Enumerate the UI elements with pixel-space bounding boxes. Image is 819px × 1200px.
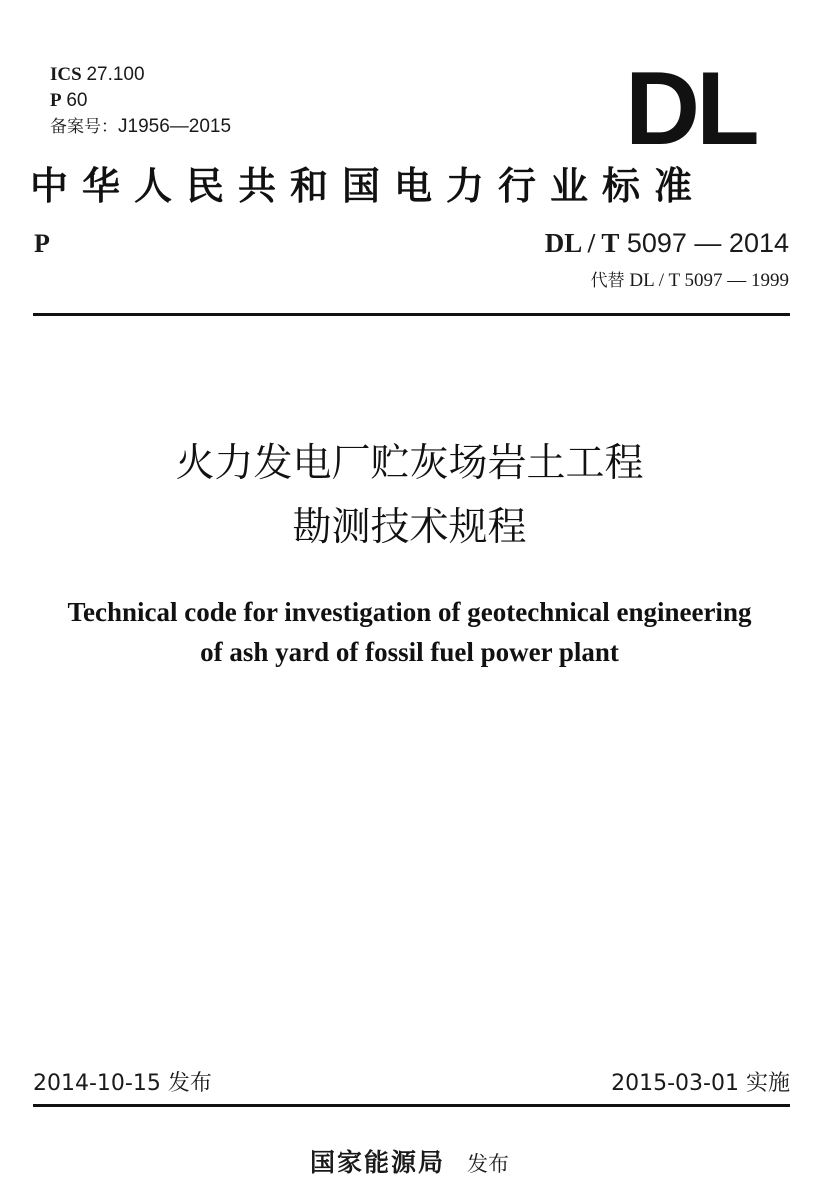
title-cn-line1: 火力发电厂贮灰场岩土工程: [175, 441, 644, 486]
replaces-label: 代替: [590, 271, 625, 291]
replaces-value: DL / T 5097 — 1999: [629, 270, 789, 291]
standard-year-number: 5097 — 2014: [626, 228, 789, 258]
record-number: [50, 114, 231, 140]
replaces-note: [591, 268, 789, 294]
ics-value: 27.100: [86, 64, 145, 85]
class-value: 60: [66, 90, 88, 111]
standard-number: [545, 226, 789, 260]
impl-date-value: 2015-03-01: [611, 1071, 739, 1096]
title-en-line1: Technical code for investigation of geotechnical engineering: [67, 597, 752, 627]
publisher-org: 国家能源局: [309, 1148, 445, 1177]
publisher: [0, 1146, 819, 1182]
title-english: [0, 592, 819, 672]
classification-code: [50, 88, 88, 113]
record-label: 备案号：: [50, 117, 118, 137]
category-letter: P: [34, 229, 50, 258]
implementation-date: [611, 1068, 790, 1100]
top-divider: [33, 313, 790, 316]
impl-date-label: 实施: [745, 1071, 790, 1096]
title-en-line2: of ash yard of fossil fuel power plant: [200, 637, 619, 667]
issue-date-value: 2014-10-15: [33, 1071, 161, 1096]
issue-date: [33, 1068, 212, 1100]
standard-prefix: DL / T: [544, 228, 620, 258]
title-cn-line2: 勘测技术规程: [292, 505, 527, 550]
org-title: 中华人民共和国电力行业标准: [30, 164, 707, 208]
title-chinese: [0, 432, 819, 560]
ics-label: ICS: [50, 64, 82, 85]
issue-date-label: 发布: [167, 1071, 212, 1096]
record-value: J1956—2015: [118, 116, 232, 137]
publisher-action: 发布: [467, 1152, 509, 1176]
bottom-divider: [33, 1104, 790, 1107]
ics-code: [50, 62, 145, 87]
class-label: P: [50, 90, 62, 111]
dl-logo: DL: [625, 51, 756, 167]
